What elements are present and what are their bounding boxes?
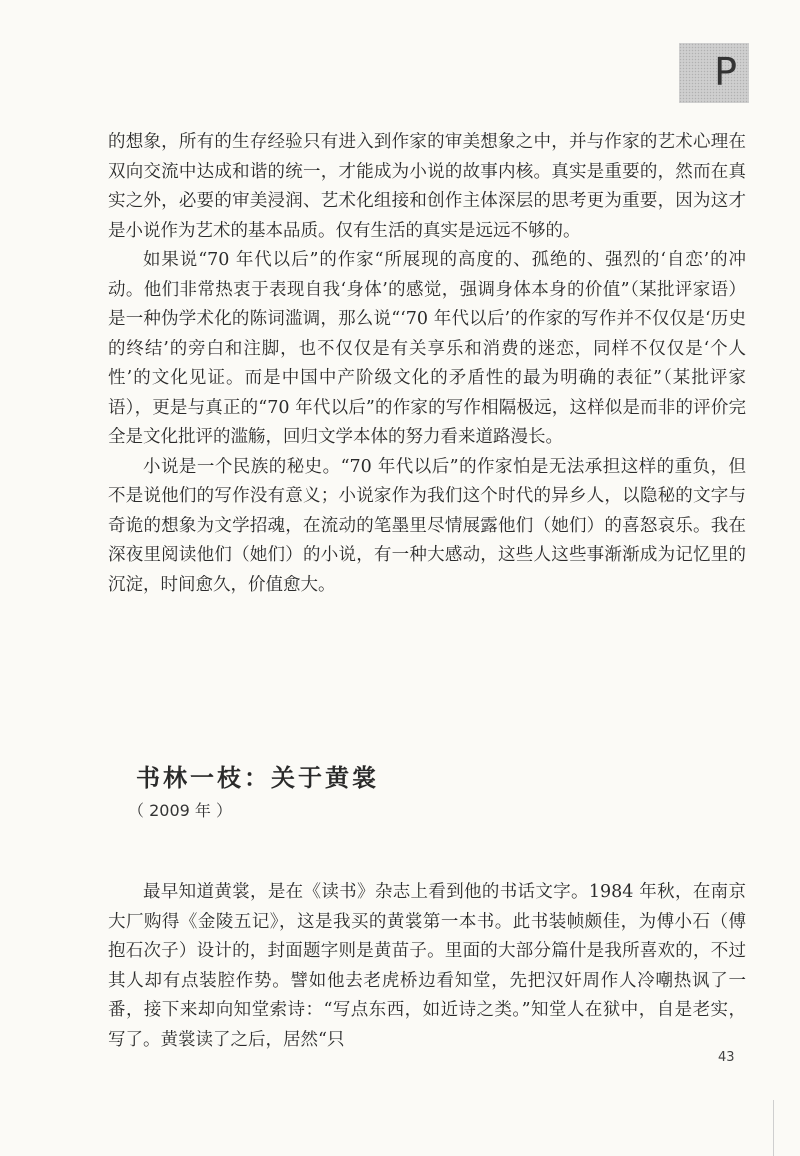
page-edge-divider <box>773 1100 774 1156</box>
page-number: 43 <box>718 1050 735 1065</box>
paragraph: 小说是一个民族的秘史。“70 年代以后”的作家怕是无法承担这样的重负，但不是说他们的写作没有意义；小说家作为我们这个时代的异乡人，以隐秘的文字与奇诡的想象为文学招魂，在流动的笔墨里尽情展露他们（她们）的喜怒哀乐。我在深夜里阅读他们（她们）的小说，有一种大感动，这些人这些事渐渐成为记忆里的沉淀，时间愈久，价值愈大。 <box>108 456 746 595</box>
section-year: （ 2009 年 ） <box>128 801 232 820</box>
paragraph: 的想象，所有的生存经验只有进入到作家的审美想象之中，并与作家的艺术心理在双向交流中达成和谐的统一，才能成为小说的故事内核。真实是重要的，然而在真实之外，必要的审美浸润、艺术化组接和创作主体深层的思考更为重要，因为这才是小说作为艺术的基本品质。仅有生活的真实是远远不够的。 <box>108 132 746 241</box>
section-1-body <box>108 128 746 600</box>
section-title: 书林一枝：关于黄裳 <box>136 763 379 792</box>
section-2-body <box>108 878 746 1055</box>
chapter-letter: P <box>714 50 737 94</box>
paragraph: 最早知道黄裳，是在《读书》杂志上看到他的书话文字。1984 年秋，在南京大厂购得《金陵五记》，这是我买的黄裳第一本书。此书装帧颇佳，为傅小石（傅抱石次子）设计的，封面题字则是黄苗子。里面的大部分篇什是我所喜欢的，不过其人却有点装腔作势。譬如他去老虎桥边看知堂，先把汉奸周作人冷嘲热讽了一番，接下来却向知堂索诗：“写点东西，如近诗之类。”知堂人在狱中，自是老实，写了。黄裳读了之后，居然“只 <box>108 882 746 1050</box>
paragraph: 如果说“70 年代以后”的作家“所展现的高度的、孤绝的、强烈的‘自恋’的冲动。他们非常热衷于表现自我‘身体’的感觉，强调身体本身的价值”（某批评家语）是一种伪学术化的陈词滥调，那么说“‘70 年代以后’的作家的写作并不仅仅是‘历史的终结’的旁白和注脚，也不仅仅是有关享乐和消费的迷恋，同样不仅仅是‘个人性’的文化见证。而是中国中产阶级文化的矛盾性的最为明确的表征”（某批评家语），更是与真正的“70 年代以后”的作家的写作相隔极远，这样似是而非的评价完全是文化批评的滥觞，回归文学本体的努力看来道路漫长。 <box>108 250 746 447</box>
chapter-tab <box>679 43 749 103</box>
